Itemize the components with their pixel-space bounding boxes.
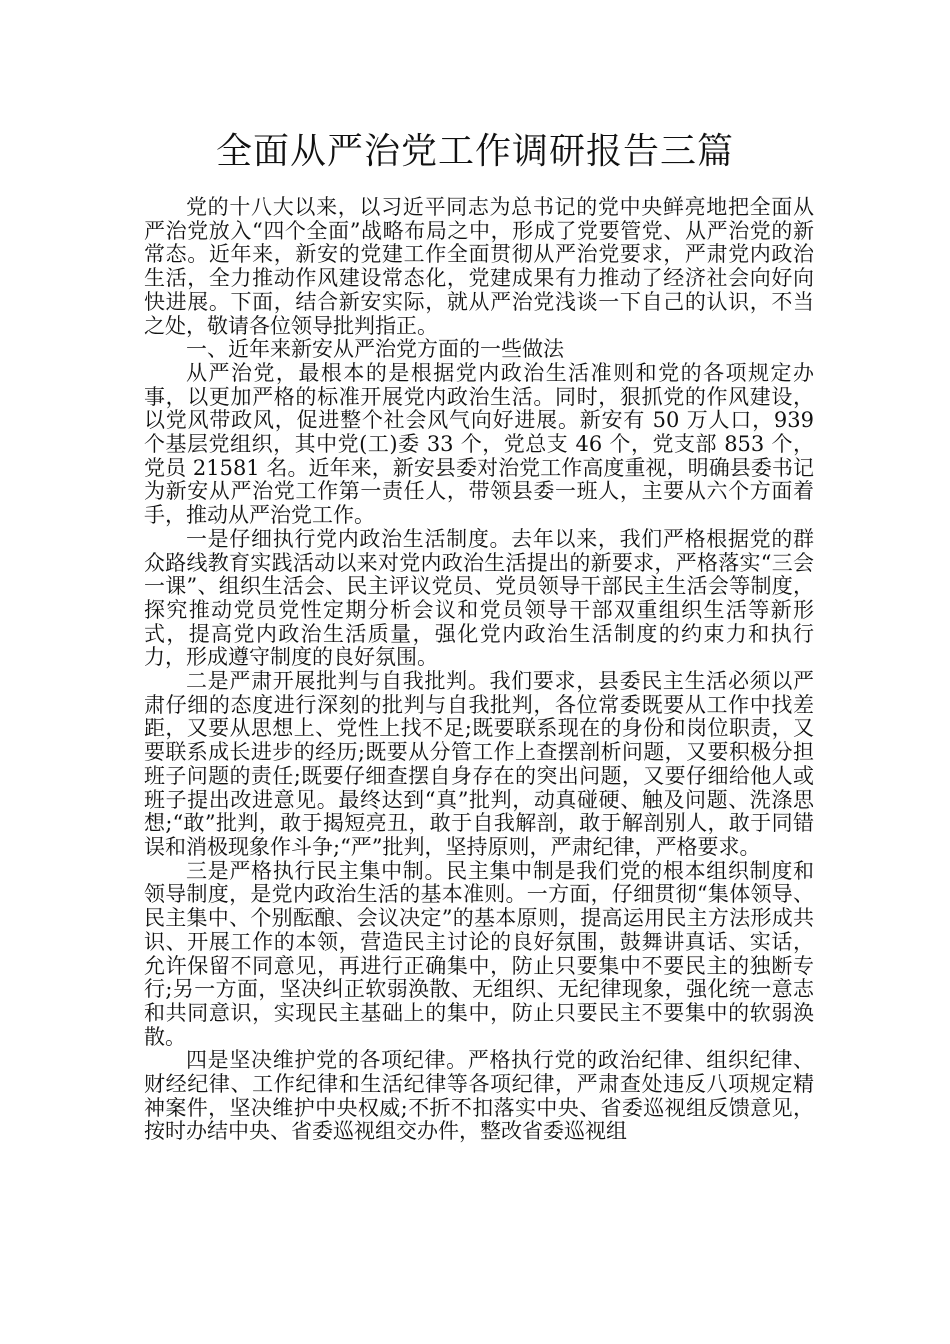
paragraph-overview: 从严治党，最根本的是根据党内政治生活准则和党的各项规定办事，以更加严格的标准开展党内政治生活。同时，狠抓党的作风建设，以党风带政风，促进整个社会风气向好进展。新安有 50 万人口，939 个基层党组织，其中党(工)委 33 个，党总支 46 个，党支部 853 个，党员 21581 名。近年来，新安县委对治党工作高度重视，明确县委书记为新安从严治党工作第一责任人，带领县委一班人，主要从六个方面着手，推动从严治党工作。 [144,360,814,528]
paragraph-intro: 党的十八大以来，以习近平同志为总书记的党中央鲜亮地把全面从严治党放入“四个全面”战略布局之中，形成了党要管党、从严治党的新常态。近年来，新安的党建工作全面贯彻从严治党要求，严肃党内政治生活，全力推动作风建设常态化，党建成果有力推动了经济社会向好向快进展。下面，结合新安实际，就从严治党浅谈一下自己的认识，不当之处，敬请各位领导批判指正。 [144,195,814,338]
paragraph-point-2: 二是严肃开展批判与自我批判。我们要求，县委民主生活必须以严肃仔细的态度进行深刻的批判与自我批判，各位常委既要从工作中找差距，又要从思想上、党性上找不足;既要联系现在的身份和岗位职责，又要联系成长进步的经历;既要从分管工作上查摆剖析问题，又要积极分担班子问题的责任;既要仔细查摆自身存在的突出问题，又要仔细给他人或班子提出改进意见。最终达到“真”批判，动真碰硬、触及问题、洗涤思想;“敢”批判，敢于揭短亮丑，敢于自我解剖，敢于解剖别人，敢于同错误和消极现象作斗争;“严”批判，坚持原则，严肃纪律，严格要求。 [144,669,814,859]
section-heading: 一、近年来新安从严治党方面的一些做法 [186,337,564,362]
document-body [144,196,814,1144]
paragraph-point-4: 四是坚决维护党的各项纪律。严格执行党的政治纪律、组织纪律、财经纪律、工作纪律和生活纪律等各项纪律，严肃查处违反八项规定精神案件，坚决维护中央权威;不折不扣落实中央、省委巡视组反馈意见，按时办结中央、省委巡视组交办件，整改省委巡视组 [144,1048,814,1144]
paragraph-point-3: 三是严格执行民主集中制。民主集中制是我们党的根本组织制度和领导制度，是党内政治生活的基本准则。一方面，仔细贯彻“集体领导、民主集中、个别酝酿、会议决定”的基本原则，提高运用民主方法形成共识、开展工作的本领，营造民主讨论的良好氛围，鼓舞讲真话、实话，允许保留不同意见，再进行正确集中，防止只要集中不要民主的独断专行;另一方面，坚决纠正软弱涣散、无组织、无纪律现象，强化统一意志和共同意识，实现民主基础上的集中，防止只要民主不要集中的软弱涣散。 [144,858,814,1049]
paragraph-point-1: 一是仔细执行党内政治生活制度。去年以来，我们严格根据党的群众路线教育实践活动以来对党内政治生活提出的新要求，严格落实“三会一课”、组织生活会、民主评议党员、党员领导干部民主生活会等制度，探究推动党员党性定期分析会议和党员领导干部双重组织生活等新形式，提高党内政治生活质量，强化党内政治生活制度的约束力和执行力，形成遵守制度的良好氛围。 [144,526,814,670]
document-title: 全面从严治党工作调研报告三篇 [215,131,734,172]
